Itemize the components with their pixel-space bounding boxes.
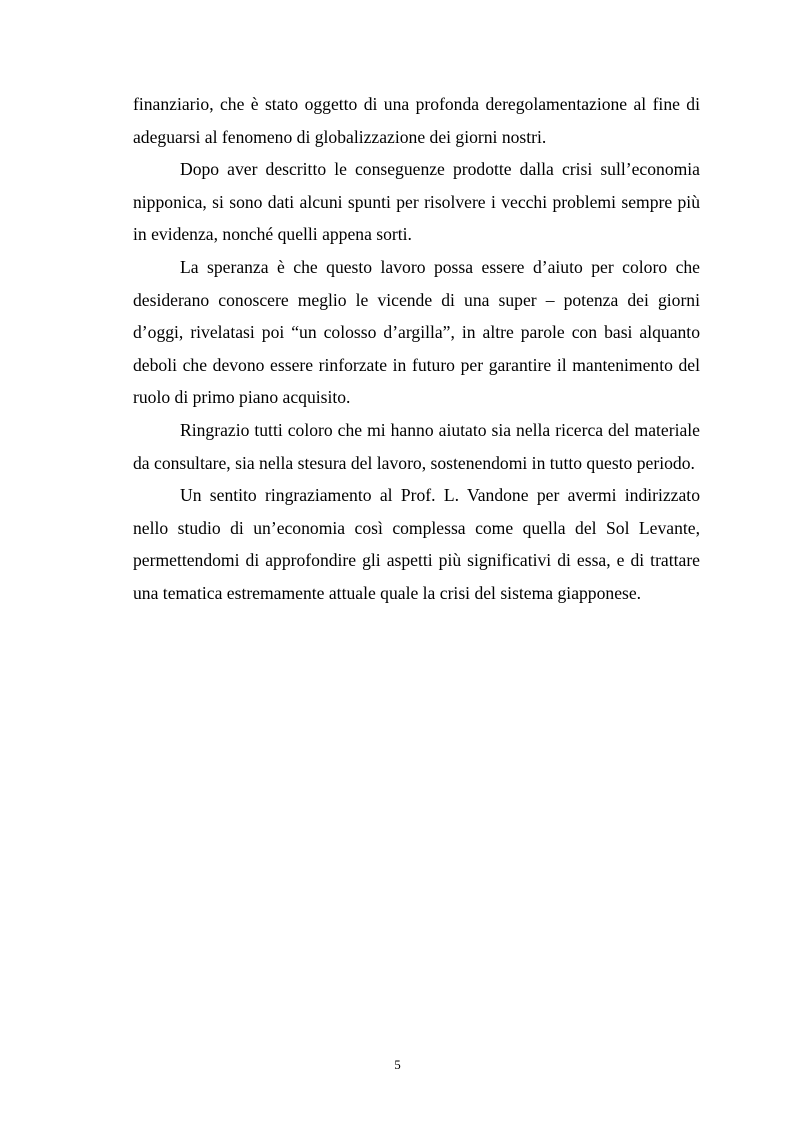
paragraph-hope: La speranza è che questo lavoro possa essere d’aiuto per coloro che desiderano conoscere meglio le vicende di una super – potenza dei giorni d’oggi, rivelatasi poi “un colosso d’argilla”, in altre parole con basi alquanto deboli che devono essere rinforzate in futuro per garantire il mantenimento del ruolo di primo piano acquisito. (133, 256, 700, 408)
body-text (133, 88, 700, 610)
paragraph-thanks: Ringrazio tutti coloro che mi hanno aiutato sia nella ricerca del materiale da consultare, sia nella stesura del lavoro, sostenendomi in tutto questo periodo. (133, 419, 700, 473)
page-number: 5 (394, 1057, 401, 1072)
paragraph-continuation: finanziario, che è stato oggetto di una profonda deregolamentazione al fine di adeguarsi al fenomeno di globalizzazione dei giorni nostri. (133, 94, 700, 147)
paragraph-consequences: Dopo aver descritto le conseguenze prodotte dalla crisi sull’economia nipponica, si sono dati alcuni spunti per risolvere i vecchi problemi sempre più in evidenza, nonché quelli appena sorti. (133, 159, 700, 245)
paragraph-professor-thanks: Un sentito ringraziamento al Prof. L. Vandone per avermi indirizzato nello studio di un’economia così complessa come quella del Sol Levante, permettendomi di approfondire gli aspetti più significativi di essa, e di trattare una tematica estremamente attuale quale la crisi del sistema giapponese. (133, 485, 700, 603)
